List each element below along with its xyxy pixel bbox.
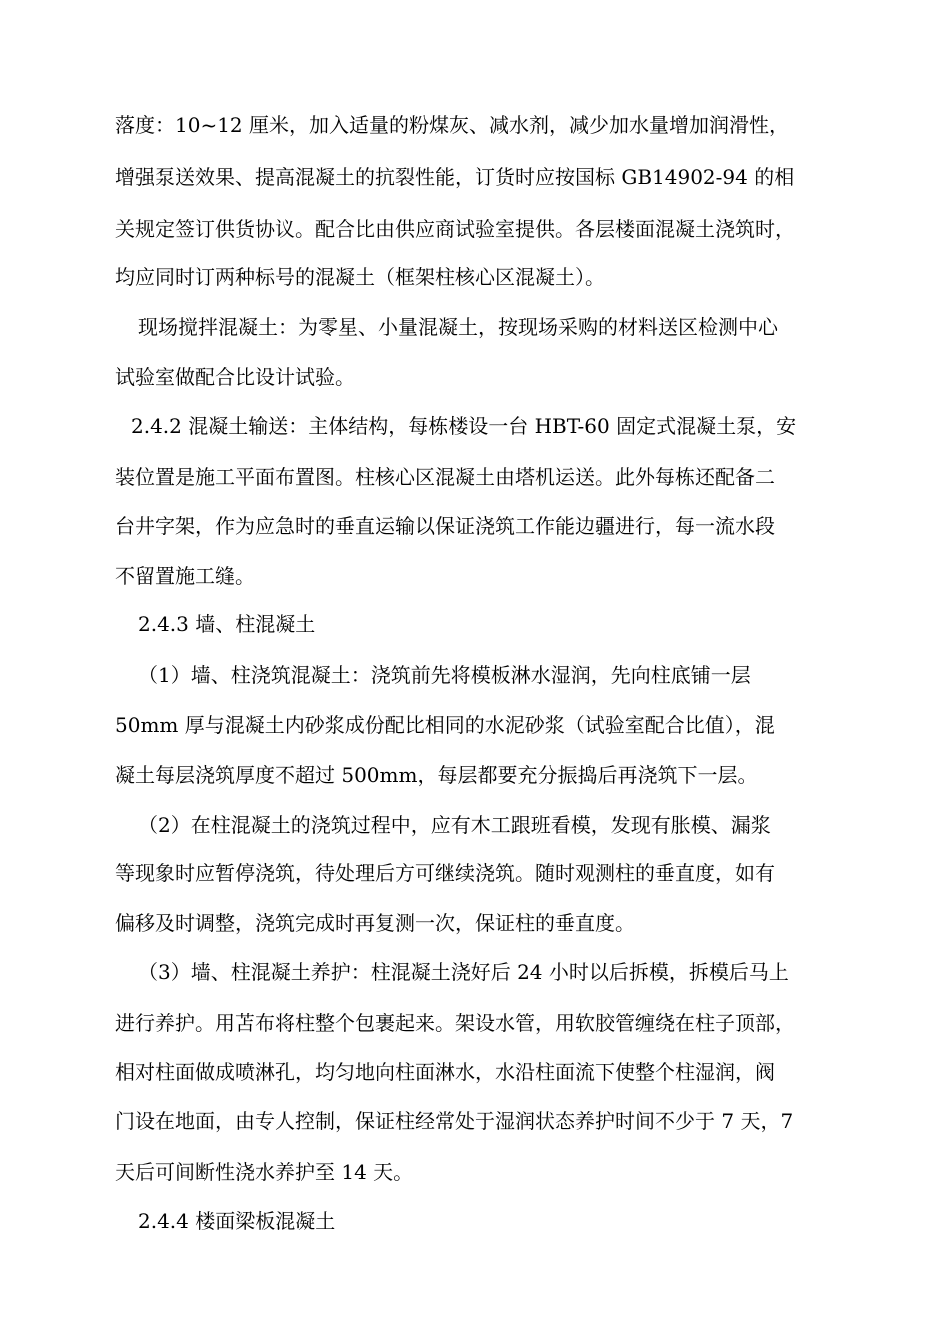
text-line: 台井字架，作为应急时的垂直运输以保证浇筑工作能边疆进行，每一流水段 [115,514,775,538]
text-line: （3）墙、柱混凝土养护：柱混凝土浇好后 24 小时以后拆模，拆模后马上 [138,960,789,984]
section-heading: 2.4.4 楼面梁板混凝土 [138,1209,336,1233]
text-line: 装位置是施工平面布置图。柱核心区混凝土由塔机运送。此外每栋还配备二 [115,465,775,489]
text-line: 增强泵送效果、提高混凝土的抗裂性能，订货时应按国标 GB14902-94 的相 [115,165,795,189]
section-heading: 2.4.3 墙、柱混凝土 [138,612,316,636]
text-line: 天后可间断性浇水养护至 14 天。 [115,1160,414,1184]
text-line: 2.4.2 混凝土输送：主体结构，每栋楼设一台 HBT-60 固定式混凝土泵，安 [131,414,797,438]
text-line: 进行养护。用苫布将柱整个包裹起来。架设水管，用软胶管缠绕在柱子顶部， [115,1011,795,1035]
text-line: 相对柱面做成喷淋孔，均匀地向柱面淋水，水沿柱面流下使整个柱湿润，阀 [115,1060,775,1084]
text-line: 凝土每层浇筑厚度不超过 500mm，每层都要充分振捣后再浇筑下一层。 [115,763,758,787]
text-line: 不留置施工缝。 [115,564,255,588]
text-line: 现场搅拌混凝土：为零星、小量混凝土，按现场采购的材料送区检测中心 [138,315,778,339]
text-line: （1）墙、柱浇筑混凝土：浇筑前先将模板淋水湿润，先向柱底铺一层 [138,663,751,687]
text-line: 门设在地面，由专人控制，保证柱经常处于湿润状态养护时间不少于 7 天，7 [115,1109,794,1133]
text-line: 偏移及时调整，浇筑完成时再复测一次，保证柱的垂直度。 [115,911,635,935]
text-line: （2）在柱混凝土的浇筑过程中，应有木工跟班看模，发现有胀模、漏浆 [138,813,771,837]
text-line: 试验室做配合比设计试验。 [115,365,355,389]
text-line: 50mm 厚与混凝土内砂浆成份配比相同的水泥砂浆（试验室配合比值），混 [115,713,775,737]
text-line: 关规定签订供货协议。配合比由供应商试验室提供。各层楼面混凝土浇筑时， [115,217,795,241]
text-line: 落度：10~12 厘米，加入适量的粉煤灰、减水剂，减少加水量增加润滑性， [115,113,790,137]
text-line: 均应同时订两种标号的混凝土（框架柱核心区混凝土）。 [115,265,605,289]
text-line: 等现象时应暂停浇筑，待处理后方可继续浇筑。随时观测柱的垂直度，如有 [115,861,775,885]
